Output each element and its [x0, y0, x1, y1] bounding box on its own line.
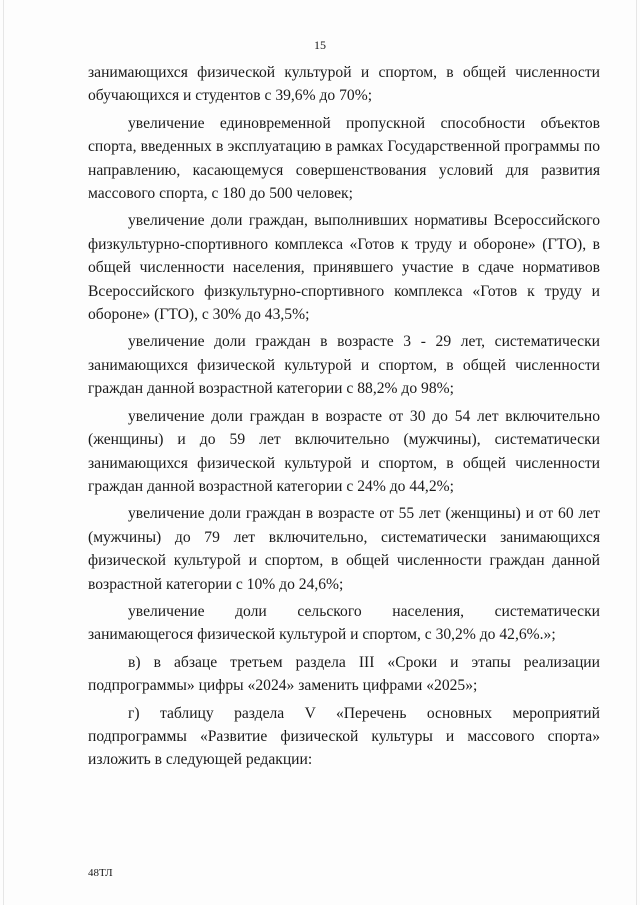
- footer-document-code: 48ТЛ: [88, 867, 113, 879]
- document-body: [88, 61, 600, 776]
- paragraph-age-30-54: увеличение доли граждан в возрасте от 30 до 54 лет включительно (женщины) и до 59 лет включительно (мужчины), систематически занимающихся физической культурой и спортом, в общей численности граждан данной возрастной категории с 24% до 44,2%;: [88, 407, 600, 495]
- paragraph-continuation: занимающихся физической культурой и спортом, в общей численности обучающихся и студентов с 39,6% до 70%;: [88, 64, 600, 105]
- paragraph-age-55-79: увеличение доли граждан в возрасте от 55 лет (женщины) и от 60 лет (мужчины) до 79 лет включительно, систематически занимающихся физической культурой и спортом, в общей численности граждан данной возрастной категории с 10% до 24,6%;: [88, 505, 600, 593]
- scan-edge-left: [3, 0, 4, 905]
- paragraph-gto-norms: увеличение доли граждан, выполнивших нормативы Всероссийского физкультурно-спортивного комплекса «Готов к труду и обороне» (ГТО), в общей численности населения, принявшего участие в сдаче нормативов Всероссийского физкультурно-спортивного комплекса «Готов к труду и обороне» (ГТО), с 30% до 43,5%;: [88, 212, 600, 324]
- paragraph-age-3-29: увеличение доли граждан в возрасте 3 - 29 лет, систематически занимающихся физической культурой и спортом, в общей численности граждан данной возрастной категории с 88,2% до 98%;: [88, 333, 600, 398]
- paragraph-rural-population: увеличение доли сельского населения, систематически занимающегося физической культурой и спортом, с 30,2% до 42,6%.»;: [88, 602, 600, 644]
- paragraph-sport-facilities: увеличение единовременной пропускной способности объектов спорта, введенных в эксплуатацию в рамках Государственной программы по направлению, касающемуся совершенствования условий для развития массового спорта, с 180 до 500 человек;: [88, 114, 600, 203]
- scan-edge-right: [636, 0, 637, 905]
- paragraph-item-g: г) таблицу раздела V «Перечень основных мероприятий подпрограммы «Развитие физической культуры и массового спорта» изложить в следующей редакции:: [88, 704, 600, 769]
- page-number: 15: [314, 38, 326, 52]
- paragraph-item-v: в) в абзаце третьем раздела III «Сроки и этапы реализации подпрограммы» цифры «2024» заменить цифрами «2025»;: [88, 653, 600, 695]
